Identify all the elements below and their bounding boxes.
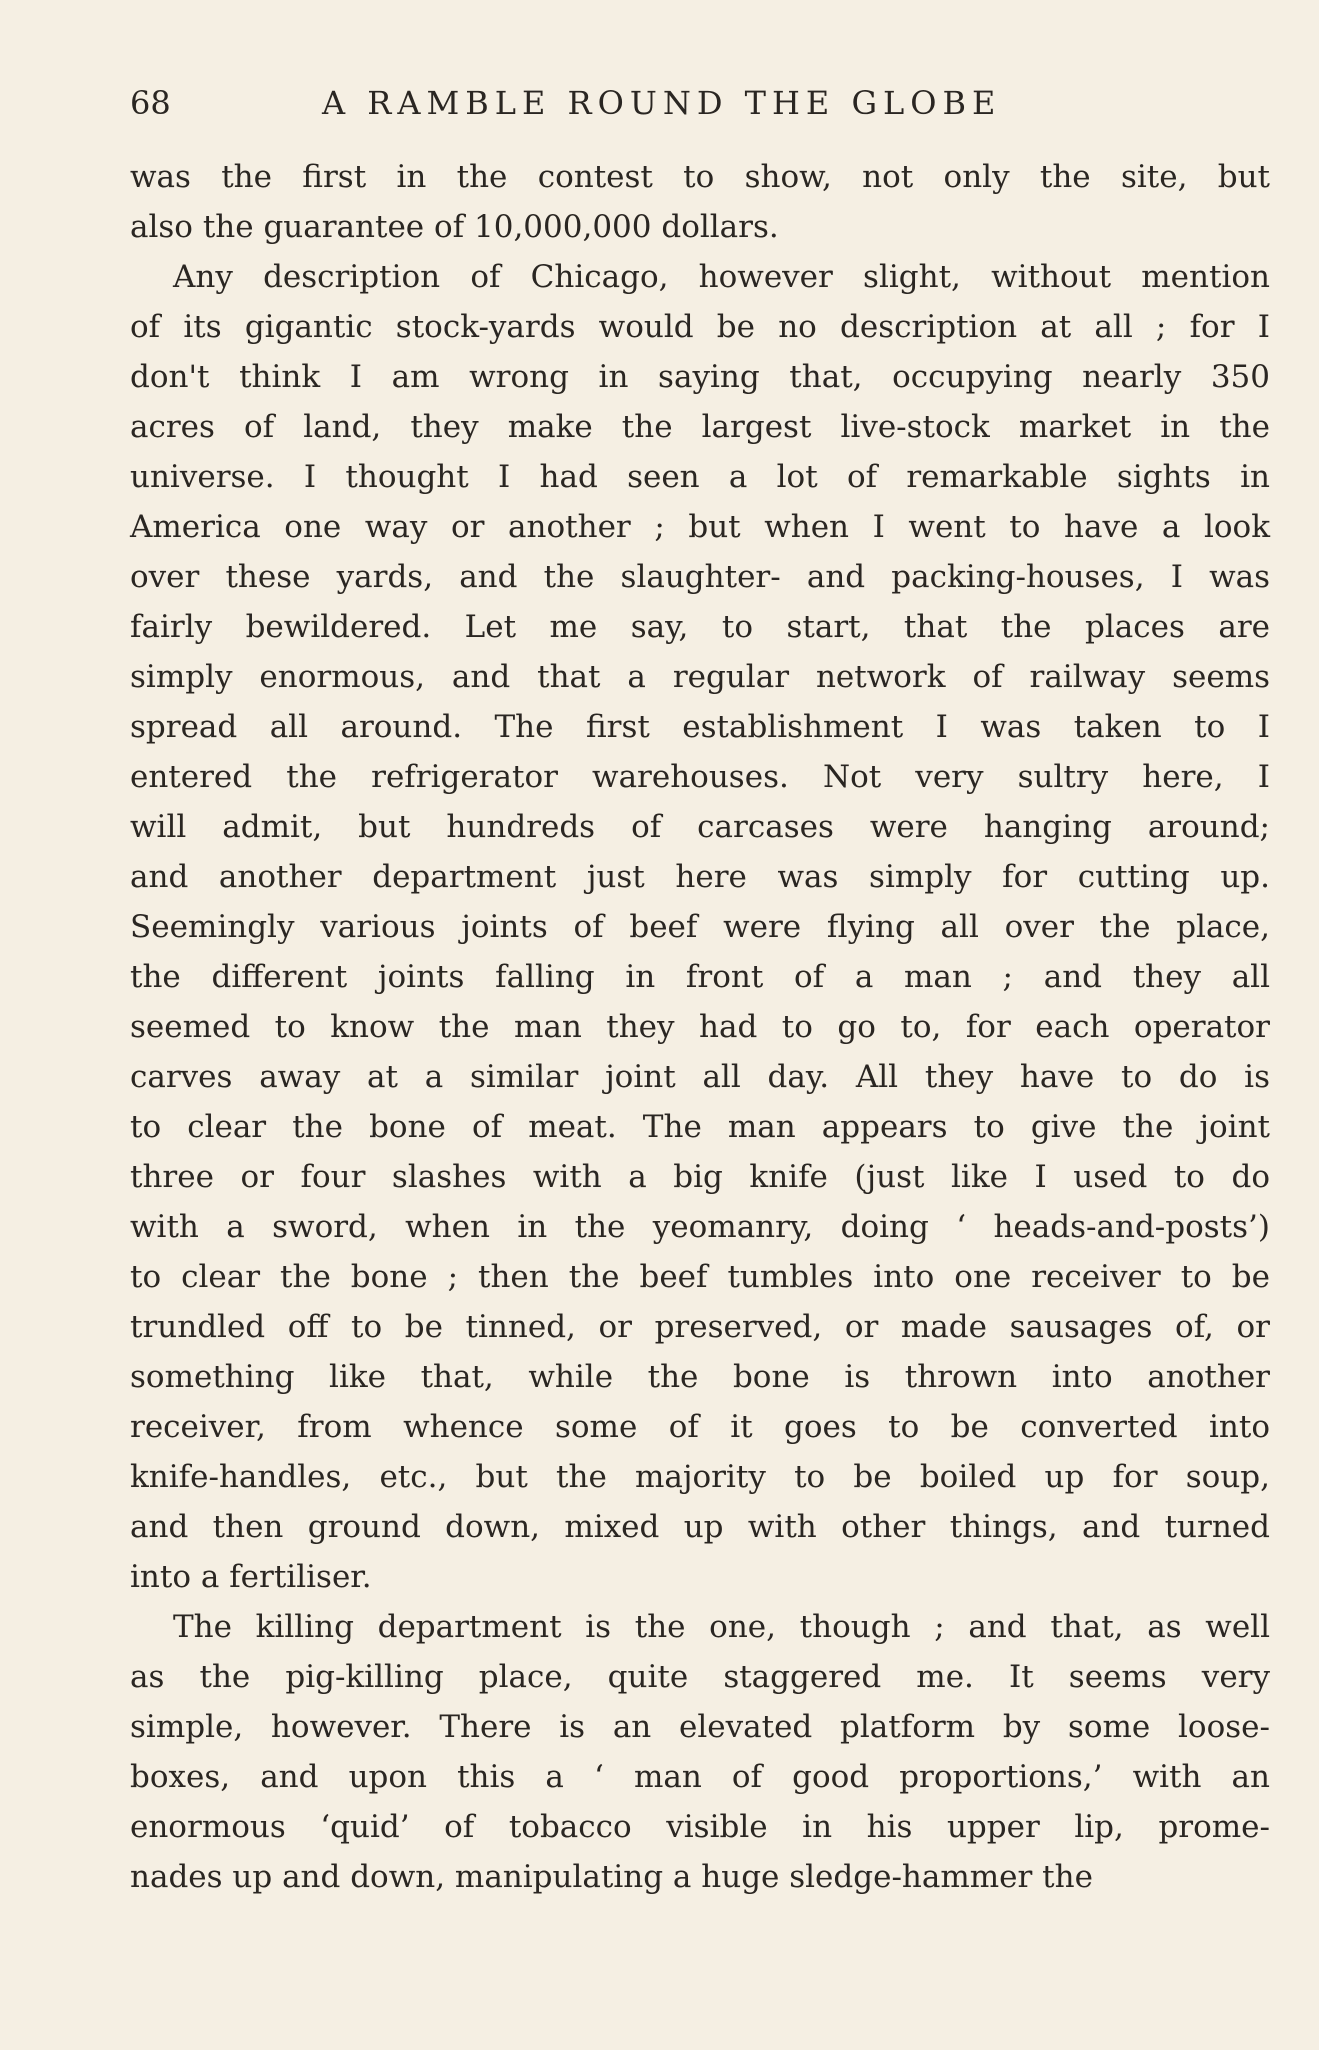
text-line: and another department just here was simply for cutting up. [130,859,1270,895]
text-line: to clear the bone ; then the beef tumbles into one receiver to be [130,1259,1270,1295]
text-line: simply enormous, and that a regular network of railway seems [130,659,1270,695]
text-line: seemed to know the man they had to go to, for each operator [130,1009,1270,1045]
text-line: knife-handles, etc., but the majority to be boiled up for soup, [130,1459,1270,1495]
text-line: enormous ‘quid’ of tobacco visible in his upper lip, prome- [130,1809,1270,1845]
text-line: receiver, from whence some of it goes to be converted into [130,1409,1270,1445]
text-line: trundled off to be tinned, or preserved, or made sausages of, or [130,1309,1270,1345]
text-line: fairly bewildered. Let me say, to start, that the places are [130,609,1270,645]
text-line: Any description of Chicago, however slight, without mention [173,259,1270,295]
text-line: with a sword, when in the yeomanry, doing ‘ heads-and-posts’) [130,1209,1270,1245]
text-line: The killing department is the one, though ; and that, as well [173,1609,1270,1645]
text-line: as the pig-killing place, quite staggered me. It seems very [130,1659,1270,1695]
text-line: was the first in the contest to show, not only the site, but [130,159,1270,195]
text-line: and then ground down, mixed up with other things, and turned [130,1509,1270,1545]
text-line: entered the refrigerator warehouses. Not very sultry here, I [130,759,1270,795]
text-line: Seemingly various joints of beef were flying all over the place, [130,909,1270,945]
text-line: into a fertiliser. [130,1559,372,1595]
text-line: will admit, but hundreds of carcases were hanging around; [130,809,1270,845]
text-line: simple, however. There is an elevated platform by some loose- [130,1709,1270,1745]
text-line: acres of land, they make the largest live-stock market in the [130,409,1270,445]
paragraph [130,252,1270,1602]
text-line: America one way or another ; but when I went to have a look [130,509,1270,545]
text-line: three or four slashes with a big knife (just like I used to do [130,1159,1270,1195]
running-title: A RAMBLE ROUND THE GLOBE [322,84,1002,122]
text-line: the different joints falling in front of a man ; and they all [130,959,1270,995]
paragraph [130,152,1270,252]
text-line: don't think I am wrong in saying that, occupying nearly 350 [130,359,1270,395]
text-line: something like that, while the bone is thrown into another [130,1359,1270,1395]
running-head [130,78,1270,128]
text-line: also the guarantee of 10,000,000 dollars. [130,209,779,245]
text-line: carves away at a similar joint all day. All they have to do is [130,1059,1270,1095]
text-line: of its gigantic stock-yards would be no description at all ; for I [130,309,1270,345]
paragraph [130,1602,1270,1902]
text-line: spread all around. The first establishment I was taken to I [130,709,1270,745]
text-line: universe. I thought I had seen a lot of remarkable sights in [130,459,1270,495]
text-line: to clear the bone of meat. The man appears to give the joint [130,1109,1270,1145]
text-line: boxes, and upon this a ‘ man of good proportions,’ with an [130,1759,1270,1795]
page-number: 68 [130,84,171,122]
text-line: nades up and down, manipulating a huge sledge-hammer the [130,1859,1093,1895]
body-text [130,152,1270,1902]
text-line: over these yards, and the slaughter- and packing-houses, I was [130,559,1270,595]
